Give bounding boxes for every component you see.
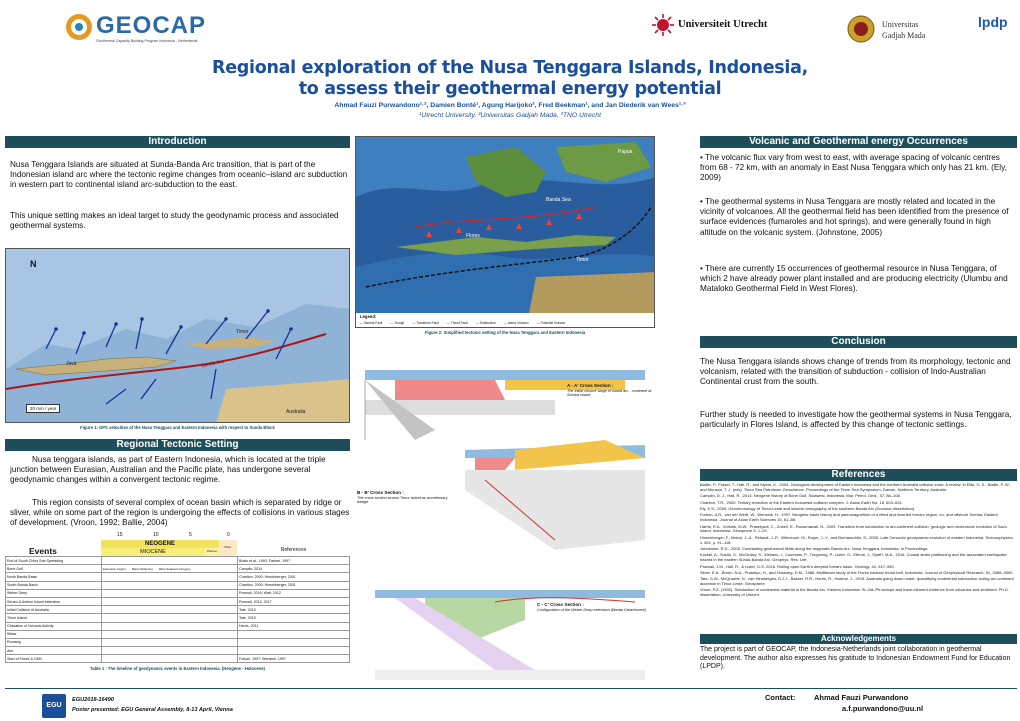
table-row: [6, 655, 350, 663]
tick-0: 0: [227, 532, 230, 538]
references-list: [700, 483, 1017, 623]
events-table: [5, 556, 350, 663]
timeline-cell: [102, 622, 238, 630]
event-reference: Pownall, 2014, 2017: [238, 597, 350, 605]
neogene-band: NEOGENE: [101, 540, 219, 548]
tick-5: 5: [189, 532, 192, 538]
event-name: Weber Deep: [6, 589, 102, 597]
reference-item: Camplin, D. J., Hall, R., 2014. Neogene history of Bone Gulf, Sulawesi, Indonesia. Mar. Petrol. Geol., 57, 88–108.: [700, 493, 901, 499]
conclusion-paragraph-2: Further study is needed to investigate how the geothermal systems in Nusa Tenggara, particularly in Flores Island, is affected by this change of tectonic settings.: [700, 410, 1012, 430]
timeline-sub-label: Extension begins: [103, 566, 126, 571]
footer-rule: [5, 688, 1017, 689]
reference-item: Tate, G.W., McQuarrie, N., van Hinsbergen, D.J.J., Bakker, R.R., Harris, R., Haishui, J., 2015. Australia going down under: quantifying continental subduction during arc-continent accretion in Timor-Leste. Geosphere.: [700, 576, 1014, 587]
pliocene-band: Pliocene: [205, 548, 219, 556]
events-label: Events: [29, 546, 57, 556]
timeline-cell: [102, 655, 238, 663]
timeline-cell: [102, 614, 238, 622]
affiliations: ¹Utrecht University, ²Universitas Gadjah Mada, ³TNO Utrecht: [419, 112, 601, 119]
map-label-timor: Timor: [236, 329, 249, 335]
table-row: [6, 638, 350, 646]
reference-item: Hinschberger, F., Malod, J.-A., Réhault, J.-P., Villeneuve, M., Royer, J.-Y., and Burhanuddin, S., 2005. Late Cenozoic geodynamic evolution of eastern Indonesia. Tectonophysics, v. 404, p. 91–118.: [700, 534, 1014, 545]
ugm-line2: Gadjah Mada: [882, 31, 926, 40]
egu-presented: Poster presented: EGU General Assembly, 8-13 April, Vienna: [72, 707, 233, 713]
event-name: End of South China Sea Spreading: [6, 557, 102, 565]
timeline-sub-label: West Sulawesi Orogeny: [158, 566, 191, 571]
map2-legend-items: [360, 321, 565, 325]
cross-sections: [355, 340, 655, 710]
references-heading: References: [700, 469, 1017, 481]
tectonic-map-graphic: [356, 137, 655, 328]
authors: Ahmad Fauzi Purwandono¹·², Damien Bonté¹, Agung Harijoko², Fred Beekman¹, and Jan Diederik van Wees¹·³: [334, 102, 686, 109]
acknowledgements-text: The project is part of GEOCAP, the Indonesia-Netherlands joint collaboration in geothermal development. The author also expresses his gratitude to Indonesian Endowment Fund for Education (LPDP).: [700, 646, 1011, 671]
geocap-wordmark: GEOCAP: [96, 12, 207, 39]
acknowledgements-heading: Acknowledgements: [700, 634, 1017, 644]
aa-section-title: A - A' Cross Section :: [567, 383, 614, 388]
tectonic-paragraph-1: Nusa tenggara islands, as part of Eastern Indonesia, which is located at the triple junction between Eurasian, Australian and the Pacific plate, has undergone several geodynamic changes within a convergent tectonic regime.: [10, 455, 326, 485]
contact-label: Contact:: [765, 693, 796, 702]
table-row: [6, 557, 350, 565]
tectonic-paragraph-2: This region consists of several complex of ocean basin which is separated by ridge or sliver, while on some part of the region is undergoing the effects of collisions in various stages of development. (Vroon, 1992; Ballie, 2004): [10, 498, 350, 528]
title-line-2: to assess their geothermal energy potential: [298, 79, 722, 99]
reference-item: Pownall, J.M., Hall, R., & Lister, G.S. 2016. Rolling open Earth's deepest forearc basin. Geology, 44, 947–950.: [700, 563, 895, 569]
geocap-logo: [64, 8, 214, 48]
figure-2-caption: Figure 2: Simplified tectonic setting of the Nusa Tenggara and Eastern Indonesia: [424, 330, 586, 335]
title-line-1: Regional exploration of the Nusa Tenggara Islands, Indonesia,: [212, 58, 808, 78]
cc-section-text: Configuration of the Weber Deep extension (Banda Detachment): [537, 608, 646, 612]
event-reference: [238, 630, 350, 638]
table-row: [6, 622, 350, 630]
reference-item: Ely, K.S., 2009. Geochronology of Timor-Leste and seismic tomography of the southern Banda Arc (Doctoral dissertation).: [700, 505, 916, 511]
conclusion-heading: Conclusion: [700, 336, 1017, 348]
pleistocene-band: Pleist.: [219, 540, 237, 556]
event-name: Bone Gulf: [6, 565, 102, 573]
table-row: [6, 589, 350, 597]
map2-label-banda: Banda Sea: [546, 197, 571, 203]
event-name: Seram & Ambon Island extension: [6, 597, 102, 605]
uu-sun-icon: [652, 14, 674, 36]
event-reference: [238, 647, 350, 655]
event-reference: Charlton, 2000; Hinschberger, 2001: [238, 573, 350, 581]
timeline-cell: [102, 557, 238, 565]
table-row: [6, 573, 350, 581]
gps-velocity-map: [5, 248, 350, 423]
cc-section-title: C - C' Cross Section :: [537, 602, 584, 607]
table-row: [6, 606, 350, 614]
map-label-sunda: Sunda Arc: [200, 358, 225, 370]
bb-section-title: B - B' Cross Section :: [357, 490, 404, 495]
map-label-australia: Australia: [286, 409, 306, 415]
egu-logo: [42, 694, 66, 718]
intro-paragraph-1: Nusa Tenggara Islands are situated at Sunda-Banda Arc transition, that is part of the Indonesian island arc where the tectonic regime changes from oceanic–island arc subduction in western part to continental island arc-subduction to the east.: [10, 160, 348, 190]
volcanic-bullet-1: • The volcanic flux vary from west to east, with average spacing of volcanic centres from 68 - 72 km, with an anomaly in East Nusa Tenggara which only has 21 km. (Ely, 2009): [700, 153, 1007, 183]
legend-item: — Active Volcano: [503, 321, 529, 325]
legend-item: — Thrust Fault: [446, 321, 468, 325]
event-reference: Camplin, 2014: [238, 565, 350, 573]
event-name: Start of Flores & ODB: [6, 655, 102, 663]
map2-legend-title: Legend:: [360, 314, 377, 319]
lpdp-logo: [978, 14, 1018, 44]
egu-code: EGU2018-16490: [72, 697, 114, 703]
event-reference: Tate, 2015: [238, 606, 350, 614]
legend-item: — Subduction: [475, 321, 496, 325]
gps-map-graphic: [6, 249, 350, 423]
event-name: Romang: [6, 638, 102, 646]
egu-logo-text: EGU: [46, 702, 62, 709]
table-row: [6, 597, 350, 605]
reference-item: Johnstone, R.D., 2005. Contrasting geothermal fields along the magmatic Banda Arc, Nusa Tenggara, Indonesia. In Proceedings.: [700, 545, 929, 551]
table-1-caption: Table 1 : The timeline of geodynamic events in Eastern Indonesia. (Neogene - Holocene): [90, 666, 265, 672]
references-column-label: References: [280, 547, 307, 553]
volcanic-bullet-2: • The geothermal systems in Nusa Tenggara are mostly related and located in the vicinity of volcanoes. All the geothermal field has been identified from the presence of surface evidences (fumaroles and hot springs), and were generally found in high altitude on the volcanic system. (Johnstone, 2005): [700, 197, 1009, 237]
event-name: Timor Island: [6, 614, 102, 622]
timeline-cell: [102, 647, 238, 655]
ugm-logo: [846, 10, 956, 50]
event-reference: Fortuin, 1997; Wensink, 1997: [238, 655, 350, 663]
table-row: [6, 630, 350, 638]
event-name: South Banda Basin: [6, 581, 102, 589]
event-name: Initial Collision of Australia: [6, 606, 102, 614]
ugm-seal-icon: [846, 14, 876, 44]
event-name: Cessation of Volcanic Activity: [6, 622, 102, 630]
timeline-cell: [102, 589, 238, 597]
contact-name: Ahmad Fauzi Purwandono: [814, 693, 909, 702]
event-reference: Pownall, 2016; Watt, 2012: [238, 589, 350, 597]
event-reference: Charlton, 2000; Hinschberger, 2001: [238, 581, 350, 589]
legend-item: — Potential Volcano: [536, 321, 566, 325]
timeline-cell: [102, 597, 238, 605]
north-arrow-icon: N: [30, 259, 37, 269]
intro-paragraph-2: This unique setting makes an ideal target to study the geodynamic process and associated geothermal systems.: [10, 211, 339, 231]
figure-1-caption: Figure 1: GPS velocities of the Nusa Tenggara and Eastern Indonesia with respect to Sunda Block: [80, 425, 275, 430]
volcanic-heading: Volcanic and Geothermal energy Occurrences: [700, 136, 1017, 148]
timeline-cell: [102, 565, 238, 573]
contact-email[interactable]: a.f.purwandono@uu.nl: [842, 704, 924, 713]
reference-item: Charlton, T.R., 2000. Tertiary evolution of the Eastern Indonesia collision complex. J. Asian Earth Sci. 18, 603–631.: [700, 499, 903, 505]
reference-item: Vroon, P.Z. (1992). Subduction of continental material in the Banda Arc, Eastern Indonesia: Sr–Nd–Pb isotope and trace-element evidence from volcanics and sediment. Ph.D. dissertation, University of Utrecht.: [700, 587, 1009, 598]
table-row: [6, 614, 350, 622]
geocap-globe-icon: [64, 12, 94, 42]
geocap-subtitle: Geothermal Capacity Building Program Indonesia - Netherlands: [96, 39, 198, 43]
legend-item: — Transform Fault: [412, 321, 439, 325]
reference-item: Harris, R.A., Vorkink, M.W., Prasetyadi, C., Zobell, E., Roosmawati, N., 2009. Transition from subduction to arc-continent collision: geologic and neotectonic evolution of Savu Island, Indonesia. Geosphere 5, 1–20.: [700, 523, 1007, 534]
event-reference: Briais et al., 1993; Farhan, 1997: [238, 557, 350, 565]
event-name: Alor: [6, 647, 102, 655]
timeline-cell: [102, 630, 238, 638]
tectonic-setting-map: [355, 136, 655, 328]
reference-item: Baillie, P., Fraser, T., Hall, R., and Myers, K., 2004. Geological development of Eastern Indonesia and the northern Australia collision zone: A review. In Ellis, G. K., Baillie, P. W., and Munson, T. J. (eds). Timor Sea Petroleum Geoscience. Proceedings of the Timor Sea Symposium, Darwin, Northern Territory, Australia.: [700, 483, 1011, 492]
tick-10: 10: [153, 532, 159, 538]
event-name: Wetar: [6, 630, 102, 638]
ugm-line1: Universitas: [882, 20, 919, 29]
table-row: [6, 565, 350, 573]
map2-label-timor: Timor: [576, 257, 589, 263]
reference-item: Fortuin, A.R., van der Werff, W., Wensink, H., 1997. Neogene basin history and paleomagnetism of a rifted and inverted forearc region, on- and offshore Sumba, Eastern Indonesia. Journal of Asian Earth Sciences 15, 61–88.: [700, 512, 999, 523]
events-timeline-table: [5, 532, 350, 672]
timeline-cell: [102, 606, 238, 614]
miocene-band: MIOCENE: [101, 548, 205, 556]
timeline-header: [5, 532, 350, 556]
map-label-java: Java: [66, 361, 77, 367]
event-reference: [238, 638, 350, 646]
event-reference: Harris, 2011: [238, 622, 350, 630]
tick-15: 15: [117, 532, 123, 538]
table-row: [6, 581, 350, 589]
table-row: [6, 647, 350, 655]
aa-section-text: The initial closure stage of island arc - continent at Sumba Island: [567, 389, 652, 397]
timeline-cell: [102, 573, 238, 581]
map2-label-flores: Flores: [466, 233, 480, 239]
timeline-scale: [101, 532, 237, 556]
conclusion-paragraph-1: The Nusa Tenggara islands shows change of trends from its morphology, tectonic and volcanism, related with the transition of subduction - collision of Indo-Australian Continental crust from the south.: [700, 357, 1011, 387]
bb-section-text: The cross section across Timor island as accretionary wedge: [357, 496, 448, 504]
scale-arrow-box: 20 mm / year: [26, 404, 60, 413]
reference-item: Silver, E.A., Breen, N.A., Prasetyo, H., and Hussong, D.M., 1986. Multibeam study of the Flores backarc thrust belt, Indonesia. Journal of Geophysical Research, 91, 3489–3500.: [700, 569, 1014, 575]
legend-item: — Trough: [390, 321, 405, 325]
timeline-sub-label: Basin Widening: [131, 566, 153, 571]
intro-heading: Introduction: [5, 136, 350, 148]
uu-name: Universiteit Utrecht: [678, 19, 768, 30]
timeline-cell: [102, 638, 238, 646]
timeline-cell: [102, 581, 238, 589]
volcanic-bullet-3: • There are currently 15 occurrences of geothermal resource in Nusa Tenggara, of which 2 have already power plant installed and are producing electricity (Ulumbu and Mataloko Geothermal Field in West Flores).: [700, 264, 1008, 294]
map2-label-papua: Papua: [618, 149, 633, 155]
legend-item: — Normal Fault: [360, 321, 383, 325]
event-reference: Tate, 2015: [238, 614, 350, 622]
uu-logo: [652, 12, 780, 40]
tectonic-heading: Regional Tectonic Setting: [5, 439, 350, 451]
reference-item: Koulali, A., Susilo, S., McClusky, S., Meilano, I., Cummins, P., Tregoning, P., Lister, G., Efendi, J., Syafi'i, M.A., 2016. Crustal strain partitioning and the associated earthquake hazard in the eastern Sunda-Banda Arc. Geophys. Res. Lett.: [700, 552, 1007, 563]
lpdp-wordmark: lpdp: [978, 14, 1008, 30]
event-name: North Banda Basin: [6, 573, 102, 581]
